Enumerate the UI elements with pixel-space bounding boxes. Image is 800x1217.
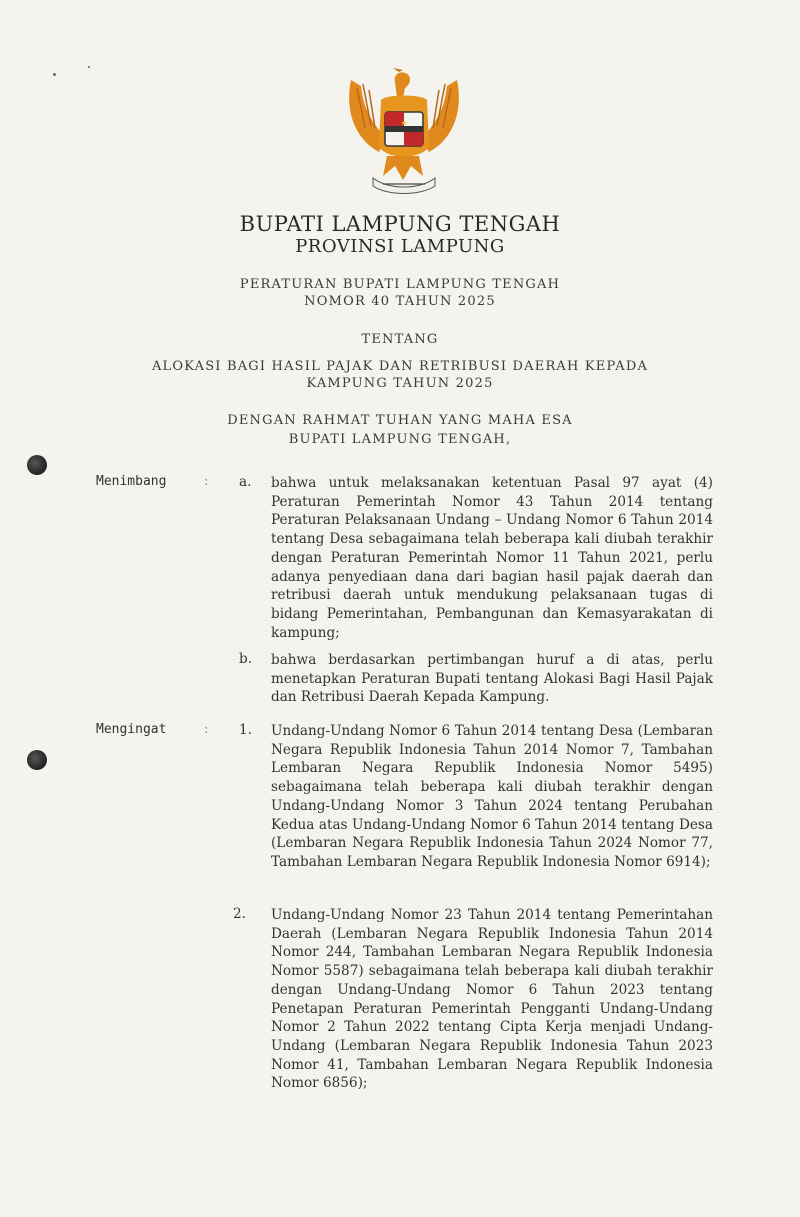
issuing-official: BUPATI LAMPUNG TENGAH, (288, 432, 512, 447)
subject-line-1: ALOKASI BAGI HASIL PAJAK DAN RETRIBUSI DAERAH KEPADA (151, 359, 649, 374)
considering-item-marker: a. (239, 474, 252, 490)
punch-hole-icon (27, 750, 47, 770)
considering-item-marker: b. (239, 651, 253, 667)
considering-item-text: bahwa berdasarkan pertimbangan huruf a di atas, perlu menetapkan Peraturan Bupati tentang Alokasi Bagi Hasil Pajak dan Retribusi Daerah Kepada Kampung. (271, 652, 713, 706)
recalling-item-marker: 2. (233, 906, 246, 922)
regulation-number: NOMOR 40 TAHUN 2025 (304, 294, 496, 309)
recalling-item-text: Undang-Undang Nomor 6 Tahun 2014 tentang Desa (Lembaran Negara Republik Indonesia Tahun 2014 Nomor 7, Tambahan Lembaran Negara Republik Indonesia Nomor 5495) sebagaimana telah beberapa kali diubah terakhir dengan Undang-Undang Nomor 3 Tahun 2024 tentang Perubahan Kedua atas Undang-Undang Nomor 6 Tahun 2014 tentang Desa (Lembaran Negara Republik Indonesia Tahun 2024 Nomor 77, Tambahan Lembaran Negara Republik Indonesia Nomor 6914); (271, 723, 713, 870)
recalling-item-text: Undang-Undang Nomor 23 Tahun 2014 tentang Pemerintahan Daerah (Lembaran Negara Republik Indonesia Tahun 2014 Nomor 244, Tambahan Lembaran Negara Republik Indonesia Nomor 5587) sebagaimana telah beberapa kali diubah terakhir dengan Undang-Undang Nomor 6 Tahun 2023 tentang Penetapan Peraturan Pemerintah Pengganti Undang-Undang Nomor 2 Tahun 2022 tentang Cipta Kerja menjadi Undang-Undang (Lembaran Negara Republik Indonesia Tahun 2023 Nomor 41, Tambahan Lembaran Negara Republik Indonesia Nomor 6856); (271, 907, 713, 1092)
document-title: BUPATI LAMPUNG TENGAH (239, 212, 561, 236)
considering-item-text: bahwa untuk melaksanakan ketentuan Pasal 97 ayat (4) Peraturan Pemerintah Nomor 43 Tahun 2014 tentang Peraturan Pelaksanaan Undang – Undang Nomor 6 Tahun 2014 tentang Desa sebagaimana telah beberapa kali diubah terakhir dengan Peraturan Pemerintah Nomor 11 Tahun 2021, perlu adanya penyediaan dana dari bagian hasil pajak daerah dan retribusi daerah untuk mendukung pelaksanaan tugas di bidang Pemerintahan, Pembangunan dan Kemasyarakatan di kampung; (271, 475, 713, 641)
scan-speck (88, 66, 90, 68)
regulation-title: PERATURAN BUPATI LAMPUNG TENGAH (239, 277, 561, 292)
garuda-emblem-icon (343, 68, 465, 196)
considering-label: Menimbang (96, 474, 167, 489)
subject-line-2: KAMPUNG TAHUN 2025 (306, 376, 494, 391)
about-heading: TENTANG (361, 332, 439, 347)
recalling-label: Mengingat (96, 722, 167, 737)
province-name: PROVINSI LAMPUNG (295, 236, 505, 257)
recalling-colon: : (204, 722, 209, 737)
punch-hole-icon (27, 455, 47, 475)
grace-clause: DENGAN RAHMAT TUHAN YANG MAHA ESA (227, 413, 573, 428)
considering-colon: : (204, 474, 209, 489)
recalling-item-marker: 1. (239, 722, 252, 738)
scan-speck (53, 73, 56, 76)
